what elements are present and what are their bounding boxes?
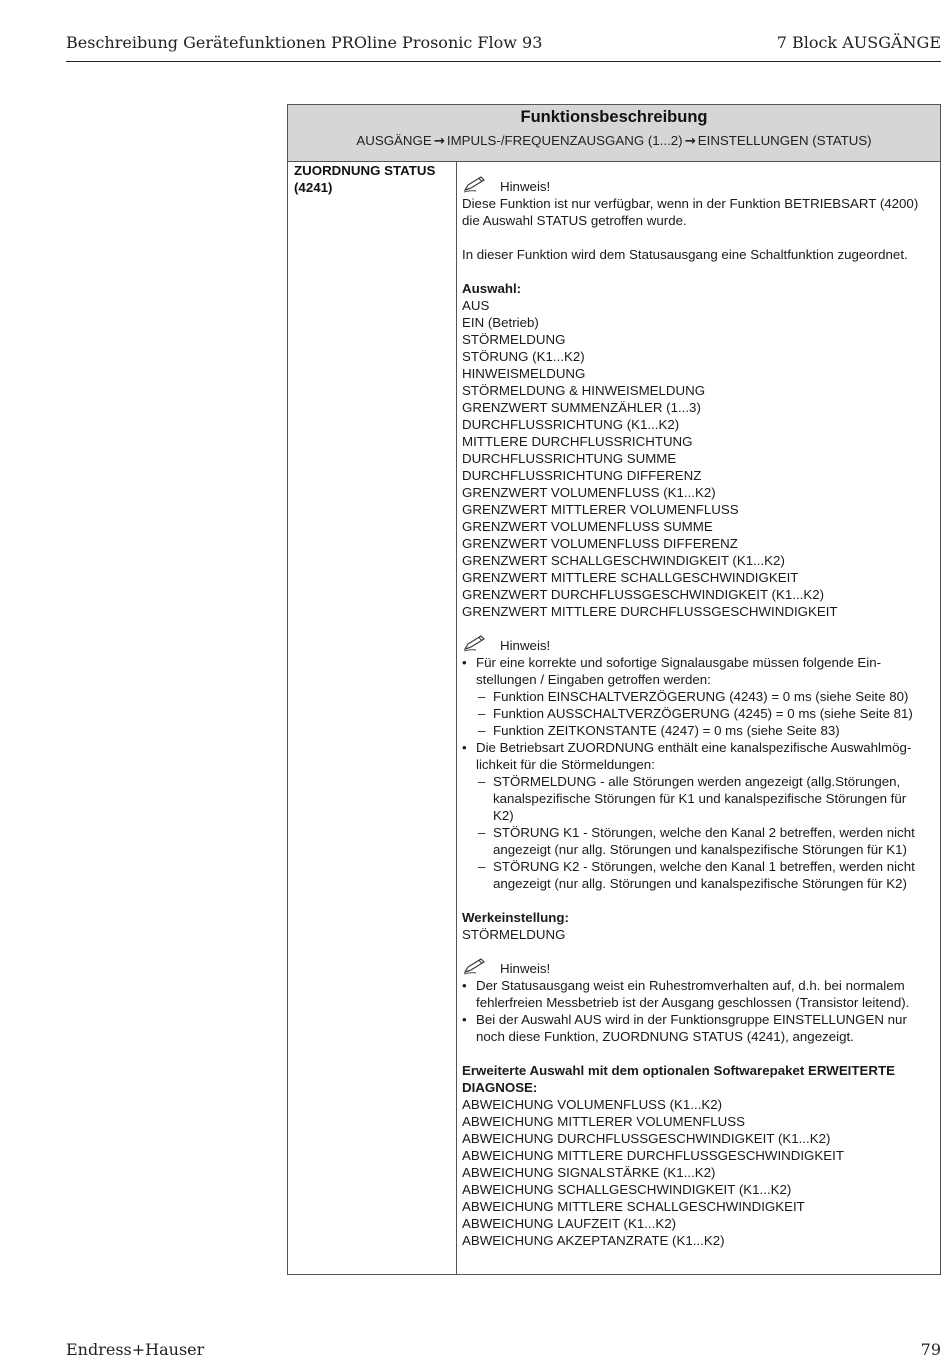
erweiterte-auswahl-label: DIAGNOSE:	[462, 1080, 538, 1095]
note-label: Hinweis!	[500, 179, 551, 194]
erweiterte-option: ABWEICHUNG SCHALLGESCHWINDIGKEIT (K1...K2)	[462, 1182, 792, 1197]
auswahl-option: GRENZWERT SUMMENZÄHLER (1...3)	[462, 400, 701, 415]
note-text: die Auswahl STATUS getroffen wurde.	[462, 213, 687, 228]
intro-text: In dieser Funktion wird dem Statusausgang eine Schaltfunktion zugeordnet.	[462, 247, 908, 262]
pencil-note-icon	[462, 175, 488, 193]
note-header	[462, 630, 936, 654]
erweiterte-auswahl-label: Erweiterte Auswahl mit dem optionalen Softwarepaket ERWEITERTE	[462, 1063, 895, 1078]
auswahl-option: GRENZWERT VOLUMENFLUSS SUMME	[462, 519, 713, 534]
erweiterte-option: ABWEICHUNG SIGNALSTÄRKE (K1...K2)	[462, 1165, 716, 1180]
path-segment: AUSGÄNGE	[356, 133, 432, 148]
auswahl-option: DURCHFLUSSRICHTUNG (K1...K2)	[462, 417, 680, 432]
dash-text: kanalspezifische Störungen für K1 und kanalspezifische Störungen für	[493, 791, 907, 806]
auswahl-list	[462, 297, 936, 620]
bullet-item	[462, 654, 936, 688]
auswahl-option: DURCHFLUSSRICHTUNG SUMME	[462, 451, 677, 466]
bullet-text: lichkeit für die Störmeldungen:	[476, 757, 655, 772]
menu-path	[288, 133, 940, 149]
dash-item: – Funktion EINSCHALTVERZÖGERUNG (4243) = 0 ms (siehe Seite 80)	[462, 688, 936, 705]
erweiterte-auswahl-list	[462, 1096, 936, 1249]
dash-text: STÖRMELDUNG - alle Störungen werden angezeigt (allg.Störungen,	[493, 774, 901, 789]
erweiterte-option: ABWEICHUNG MITTLERE DURCHFLUSSGESCHWINDIGKEIT	[462, 1148, 844, 1163]
erweiterte-option: ABWEICHUNG VOLUMENFLUSS (K1...K2)	[462, 1097, 723, 1112]
arrow-right-icon: →	[433, 134, 445, 149]
auswahl-option: STÖRMELDUNG & HINWEISMELDUNG	[462, 383, 706, 398]
function-table	[287, 104, 941, 1275]
brand-logo-text: Endress+Hauser	[66, 1340, 205, 1359]
auswahl-option: GRENZWERT MITTLERE DURCHFLUSSGESCHWINDIGKEIT	[462, 604, 838, 619]
auswahl-option: GRENZWERT VOLUMENFLUSS (K1...K2)	[462, 485, 716, 500]
bullet-text: fehlerfreien Messbetrieb ist der Ausgang geschlossen (Transistor leitend).	[476, 995, 910, 1010]
dash-text: angezeigt (nur allg. Störungen und kanalspezifische Störungen für K2)	[493, 876, 907, 891]
werkeinstellung-label: Werkeinstellung:	[462, 910, 569, 925]
pencil-note-icon	[462, 957, 488, 975]
note-label: Hinweis!	[500, 961, 551, 976]
bullet-item	[462, 739, 936, 773]
auswahl-option: GRENZWERT VOLUMENFLUSS DIFFERENZ	[462, 536, 738, 551]
table-title: Funktionsbeschreibung	[520, 108, 708, 126]
page-header	[66, 31, 941, 62]
bullet-item	[462, 977, 936, 1011]
erweiterte-option: ABWEICHUNG DURCHFLUSSGESCHWINDIGKEIT (K1...K2)	[462, 1131, 831, 1146]
function-code: (4241)	[294, 180, 333, 195]
auswahl-option: EIN (Betrieb)	[462, 315, 539, 330]
bullet-icon: •	[462, 655, 467, 670]
auswahl-option: HINWEISMELDUNG	[462, 366, 586, 381]
auswahl-option: GRENZWERT DURCHFLUSSGESCHWINDIGKEIT (K1...K2)	[462, 587, 825, 602]
bullet-item	[462, 1011, 936, 1045]
bullet-text: Der Statusausgang weist ein Ruhestromverhalten auf, d.h. bei normalem	[476, 978, 905, 993]
note-label: Hinweis!	[500, 638, 551, 653]
bullet-icon: •	[462, 1012, 467, 1027]
auswahl-label: Auswahl:	[462, 281, 522, 296]
bullet-icon: •	[462, 740, 467, 755]
auswahl-option: AUS	[462, 298, 490, 313]
werkeinstellung-value: STÖRMELDUNG	[462, 927, 566, 942]
auswahl-option: MITTLERE DURCHFLUSSRICHTUNG	[462, 434, 693, 449]
note-header	[462, 171, 936, 195]
erweiterte-option: ABWEICHUNG MITTLERE SCHALLGESCHWINDIGKEIT	[462, 1199, 805, 1214]
path-segment: IMPULS-/FREQUENZAUSGANG (1...2)	[446, 133, 683, 148]
dash-text: Funktion EINSCHALTVERZÖGERUNG (4243) = 0 ms (siehe Seite 80)	[493, 689, 909, 704]
bullet-text: Für eine korrekte und sofortige Signalausgabe müssen folgende Ein-	[476, 655, 882, 670]
function-name-column	[288, 161, 457, 1274]
arrow-right-icon: →	[684, 134, 696, 149]
path-segment: EINSTELLUNGEN (STATUS)	[697, 133, 872, 148]
chapter-title: 7 Block AUSGÄNGE	[776, 33, 941, 52]
dash-text: angezeigt (nur allg. Störungen und kanalspezifische Störungen für K1)	[493, 842, 907, 857]
table-header	[288, 105, 940, 162]
pencil-note-icon	[462, 634, 488, 652]
erweiterte-option: ABWEICHUNG LAUFZEIT (K1...K2)	[462, 1216, 677, 1231]
dash-item: – STÖRUNG K2 - Störungen, welche den Kanal 1 betreffen, werden nicht angezeigt (nur allg. Störungen und kanalspezifische Störungen für K2)	[462, 858, 936, 892]
dash-text: Funktion ZEITKONSTANTE (4247) = 0 ms (siehe Seite 83)	[493, 723, 840, 738]
bullet-icon: •	[462, 978, 467, 993]
dash-item: – STÖRUNG K1 - Störungen, welche den Kanal 2 betreffen, werden nicht angezeigt (nur allg. Störungen und kanalspezifische Störungen für K1)	[462, 824, 936, 858]
function-description	[462, 161, 936, 1274]
dash-item: – Funktion ZEITKONSTANTE (4247) = 0 ms (siehe Seite 83)	[462, 722, 936, 739]
function-name	[294, 162, 449, 196]
dash-text: STÖRUNG K2 - Störungen, welche den Kanal 1 betreffen, werden nicht	[493, 859, 915, 874]
page-number: 79	[920, 1340, 941, 1359]
erweiterte-option: ABWEICHUNG AKZEPTANZRATE (K1...K2)	[462, 1233, 725, 1248]
note-header	[462, 953, 936, 977]
bullet-text: Die Betriebsart ZUORDNUNG enthält eine kanalspezifische Auswahlmög-	[476, 740, 912, 755]
dash-text: Funktion AUSSCHALTVERZÖGERUNG (4245) = 0 ms (siehe Seite 81)	[493, 706, 913, 721]
auswahl-option: GRENZWERT SCHALLGESCHWINDIGKEIT (K1...K2)	[462, 553, 785, 568]
bullet-text: noch diese Funktion, ZUORDNUNG STATUS (4241), angezeigt.	[476, 1029, 854, 1044]
auswahl-option: GRENZWERT MITTLERER VOLUMENFLUSS	[462, 502, 739, 517]
erweiterte-option: ABWEICHUNG MITTLERER VOLUMENFLUSS	[462, 1114, 745, 1129]
auswahl-option: DURCHFLUSSRICHTUNG DIFFERENZ	[462, 468, 702, 483]
function-name-line: ZUORDNUNG STATUS	[294, 163, 436, 178]
dash-text: K2)	[493, 808, 514, 823]
auswahl-option: GRENZWERT MITTLERE SCHALLGESCHWINDIGKEIT	[462, 570, 799, 585]
auswahl-option: STÖRMELDUNG	[462, 332, 566, 347]
dash-text: STÖRUNG K1 - Störungen, welche den Kanal 2 betreffen, werden nicht	[493, 825, 915, 840]
dash-item: – Funktion AUSSCHALTVERZÖGERUNG (4245) = 0 ms (siehe Seite 81)	[462, 705, 936, 722]
note-text: Diese Funktion ist nur verfügbar, wenn in der Funktion BETRIEBSART (4200)	[462, 196, 919, 211]
document-title: Beschreibung Gerätefunktionen PROline Prosonic Flow 93	[66, 33, 543, 52]
auswahl-option: STÖRUNG (K1...K2)	[462, 349, 585, 364]
bullet-text: stellungen / Eingaben getroffen werden:	[476, 672, 711, 687]
dash-item: – STÖRMELDUNG - alle Störungen werden angezeigt (allg.Störungen, kanalspezifische Störungen für K1 und kanalspezifische Störungen für K2)	[462, 773, 936, 824]
bullet-text: Bei der Auswahl AUS wird in der Funktionsgruppe EINSTELLUNGEN nur	[476, 1012, 907, 1027]
